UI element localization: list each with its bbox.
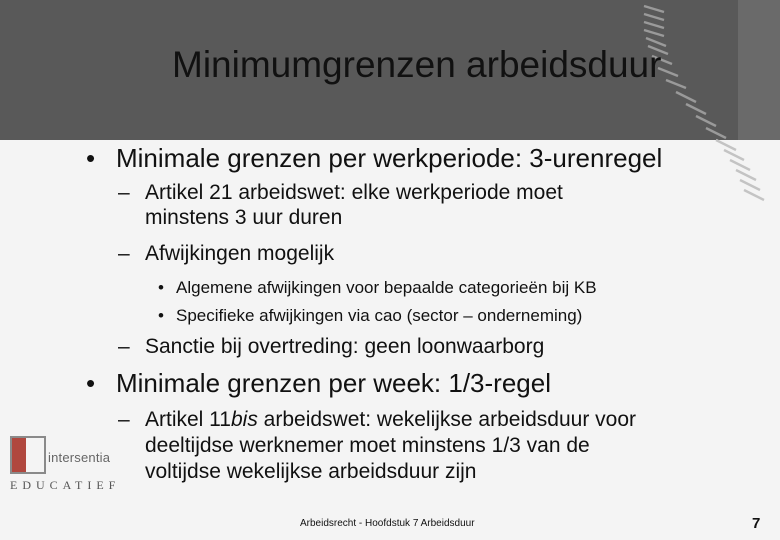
bullet-continuation: voltijdse wekelijkse arbeidsduur zijn — [145, 460, 477, 483]
bullet-text — [145, 408, 636, 432]
publisher-logo — [10, 434, 120, 494]
bullet-level2 — [118, 242, 335, 266]
bullet-marker: • — [86, 368, 96, 398]
logo-subtitle: EDUCATIEF — [10, 478, 121, 492]
bullet-level1 — [86, 368, 551, 399]
bullet-continuation: minstens 3 uur duren — [145, 206, 343, 229]
bullet-text-part: Artikel 11 — [145, 408, 231, 431]
bullet-level3 — [158, 306, 583, 326]
bullet-text: Afwijkingen mogelijk — [145, 242, 335, 265]
bullet-text: Artikel 21 arbeidswet: elke werkperiode moet — [145, 181, 563, 204]
dash-marker: – — [118, 335, 130, 358]
bullet-text: Algemene afwijkingen voor bepaalde categorieën bij KB — [176, 278, 597, 297]
bullet-level3 — [158, 278, 597, 298]
bullet-level2 — [118, 335, 545, 359]
dash-marker: – — [118, 242, 130, 265]
bullet-marker: • — [86, 143, 96, 173]
bullet-text-part: arbeidswet: wekelijkse arbeidsduur voor — [257, 408, 637, 431]
bullet-text: Minimale grenzen per week: 1/3-regel — [116, 368, 551, 398]
bullet-text: Specifieke afwijkingen via cao (sector – onderneming) — [176, 306, 583, 325]
bullet-continuation: deeltijdse werknemer moet minstens 1/3 van de — [145, 434, 590, 457]
bullet-text-italic: bis — [230, 408, 258, 431]
logo-mark-icon — [10, 436, 46, 474]
slide-title: Minimumgrenzen arbeidsduur — [172, 44, 662, 85]
footer-text: Arbeidsrecht - Hoofdstuk 7 Arbeidsduur — [300, 518, 475, 529]
bullet-level2 — [118, 181, 563, 205]
bullet-text: Minimale grenzen per werkperiode: 3-urenregel — [116, 143, 663, 173]
logo-name: intersentia — [48, 450, 111, 465]
bullet-marker: • — [158, 278, 164, 297]
dash-marker: – — [118, 408, 130, 431]
bullet-level1 — [86, 143, 663, 174]
page-number: 7 — [752, 515, 761, 532]
bullet-marker: • — [158, 306, 164, 325]
dash-marker: – — [118, 181, 130, 204]
bullet-level2 — [118, 408, 637, 432]
bullet-text: Sanctie bij overtreding: geen loonwaarborg — [145, 335, 545, 358]
